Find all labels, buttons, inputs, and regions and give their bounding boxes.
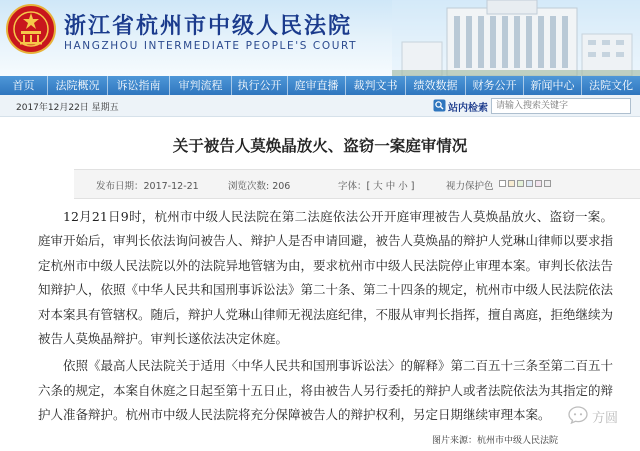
article-paragraph: 12月21日9时，杭州市中级人民法院在第二法庭依法公开开庭审理被告人莫焕晶放火、盗窃一案。庭审开始后，审判长依法询问被告人、辩护人是否申请回避，被告人莫焕晶的辩护人党琳山律师以要求指定杭州市中级人民法院以外的法院异地管辖为由，要求杭州市中级人民法院停止审理本案。审判长依法告知辩护人，依照《中华人民共和国刑事诉讼法》第二十条、第二十四条的规定，杭州市中级人民法院依法对本案具有管辖权。随后，辩护人党琳山律师无视法庭纪律，不服从审判长指挥，擅自离庭，拒绝继续为被告人莫焕晶辩护。审判长遂依法决定休庭。 [38,209,614,347]
nav-item-home[interactable]: 首页 [0,76,48,95]
nav-item-overview[interactable]: 法院概况 [48,76,108,95]
swatch-pink[interactable] [535,180,542,187]
publish-date: 发布日期：2017-12-21 [96,181,199,192]
courthouse-building-image [392,0,640,76]
search-icon [433,99,446,112]
search-input[interactable] [491,98,631,114]
main-nav [0,76,640,95]
vision-protect-label: 视力保护色 [446,181,494,192]
article-meta [74,169,640,199]
site-title-english: HANGZHOU INTERMEDIATE PEOPLE'S COURT [64,40,358,52]
nav-item-documents[interactable]: 裁判文书 [346,76,406,95]
court-emblem-icon[interactable] [6,4,56,54]
view-count: 浏览次数: 206 [228,181,291,192]
color-swatches [499,180,551,187]
current-date: 2017年12月22日 星期五 [16,103,119,113]
nav-item-finance[interactable]: 财务公开 [466,76,524,95]
fangyuan-logo-icon [568,406,588,424]
article-body [38,205,613,431]
nav-item-news[interactable]: 新闻中心 [524,76,582,95]
swatch-green[interactable] [517,180,524,187]
nav-item-live[interactable]: 庭审直播 [288,76,346,95]
nav-item-culture[interactable]: 法院文化 [589,79,633,92]
nav-item-guide[interactable]: 诉讼指南 [108,76,170,95]
site-title: 浙江省杭州市中级人民法院 [64,14,353,39]
watermark-text: 方圆 [592,411,619,426]
font-size-selector[interactable]: 字体：[ 大 中 小 ] [338,181,415,192]
nav-item-process[interactable]: 审判流程 [170,76,232,95]
article-paragraph: 依照《最高人民法院关于适用〈中华人民共和国刑事诉讼法〉的解释》第二百五十三条至第二百五十六条的规定，本案自休庭之日起至第十五日止，将由被告人另行委托的辩护人或者法院依法为其指定的辩护人准备辩护。杭州市中级人民法院将充分保障被告人的辩护权利，另定日期继续审理本案。 [38,358,614,423]
nav-item-execution[interactable]: 执行公开 [232,76,288,95]
swatch-blue[interactable] [526,180,533,187]
swatch-gray[interactable] [544,180,551,187]
info-bar [0,95,640,117]
nav-item-performance[interactable]: 绩效数据 [406,76,466,95]
swatch-white[interactable] [499,180,506,187]
search-label: 站内检索 [448,103,488,114]
site-banner [0,0,640,76]
swatch-beige[interactable] [508,180,515,187]
fangyuan-watermark [568,405,638,427]
article-title: 关于被告人莫焕晶放火、盗窃一案庭审情况 [172,137,468,155]
image-source-caption: 图片来源：杭州市中级人民法院 [432,436,559,446]
